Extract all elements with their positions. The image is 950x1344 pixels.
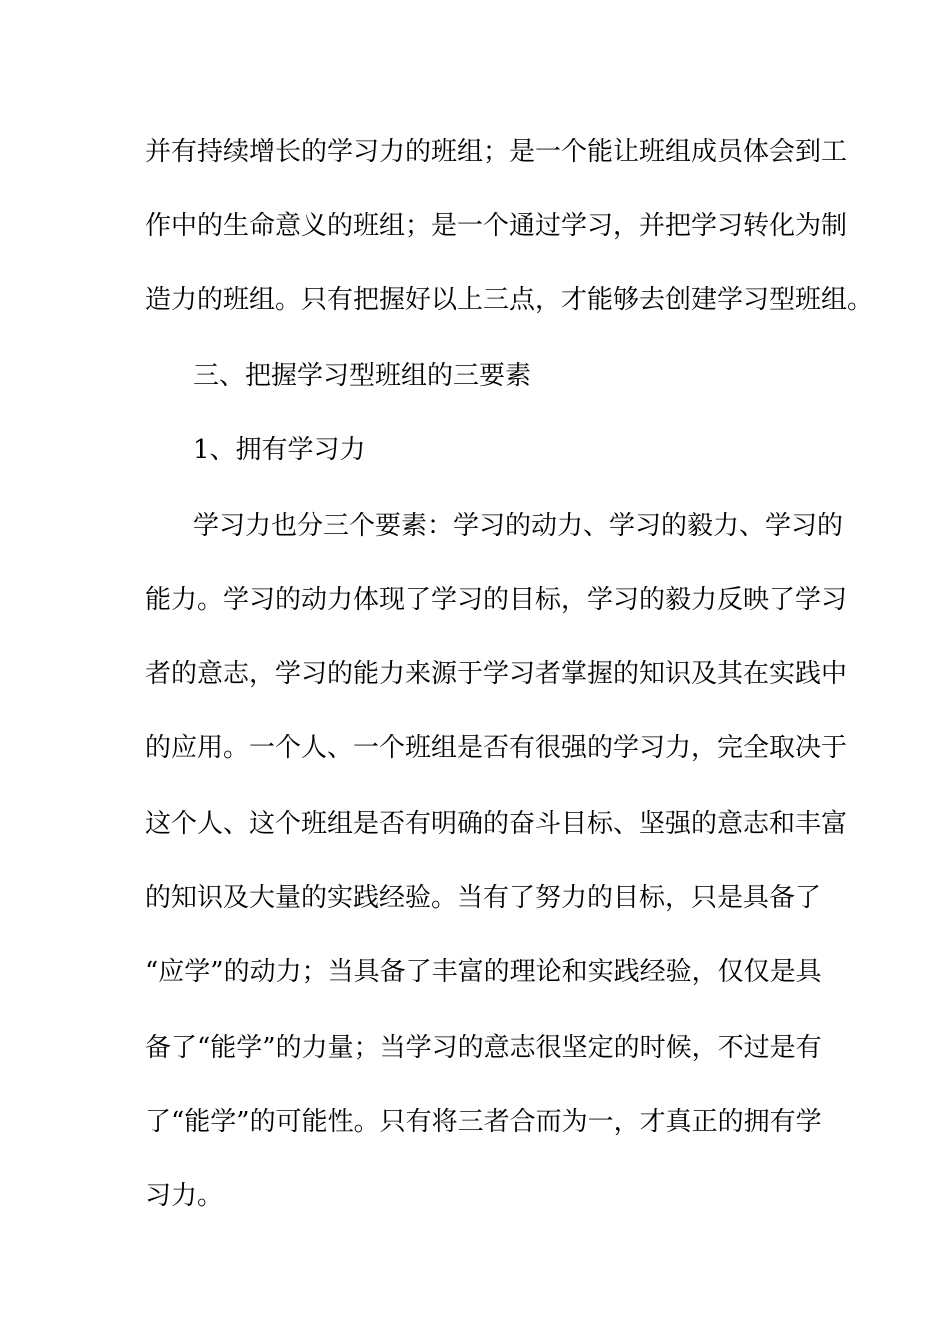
paragraph-line: 习力。 [145, 1181, 224, 1211]
paragraph-line: 的知识及大量的实践经验。当有了努力的目标，只是具备了 [145, 883, 822, 913]
paragraph-line: 作中的生命意义的班组；是一个通过学习，并把学习转化为制 [145, 211, 848, 241]
paragraph-line: 的应用。一个人、一个班组是否有很强的学习力，完全取决于 [145, 733, 848, 763]
paragraph-line: 了“能学”的可能性。只有将三者合而为一，才真正的拥有学 [145, 1107, 822, 1137]
paragraph-line: 这个人、这个班组是否有明确的奋斗目标、坚强的意志和丰富 [145, 809, 848, 839]
paragraph-line: 能力。学习的动力体现了学习的目标，学习的毅力反映了学习 [145, 585, 848, 615]
paragraph-line: “应学”的动力；当具备了丰富的理论和实践经验，仅仅是具 [145, 957, 822, 987]
subsection-heading: 1、拥有学习力 [193, 435, 366, 465]
paragraph-line: 造力的班组。只有把握好以上三点，才能够去创建学习型班组。 [145, 285, 874, 315]
paragraph-line: 者的意志，学习的能力来源于学习者掌握的知识及其在实践中 [145, 659, 848, 689]
paragraph-line: 并有持续增长的学习力的班组；是一个能让班组成员体会到工 [145, 137, 848, 167]
paragraph-line: 备了“能学”的力量；当学习的意志很坚定的时候，不过是有 [145, 1033, 822, 1063]
paragraph-line: 学习力也分三个要素：学习的动力、学习的毅力、学习的 [193, 511, 844, 541]
section-heading: 三、把握学习型班组的三要素 [193, 361, 532, 391]
